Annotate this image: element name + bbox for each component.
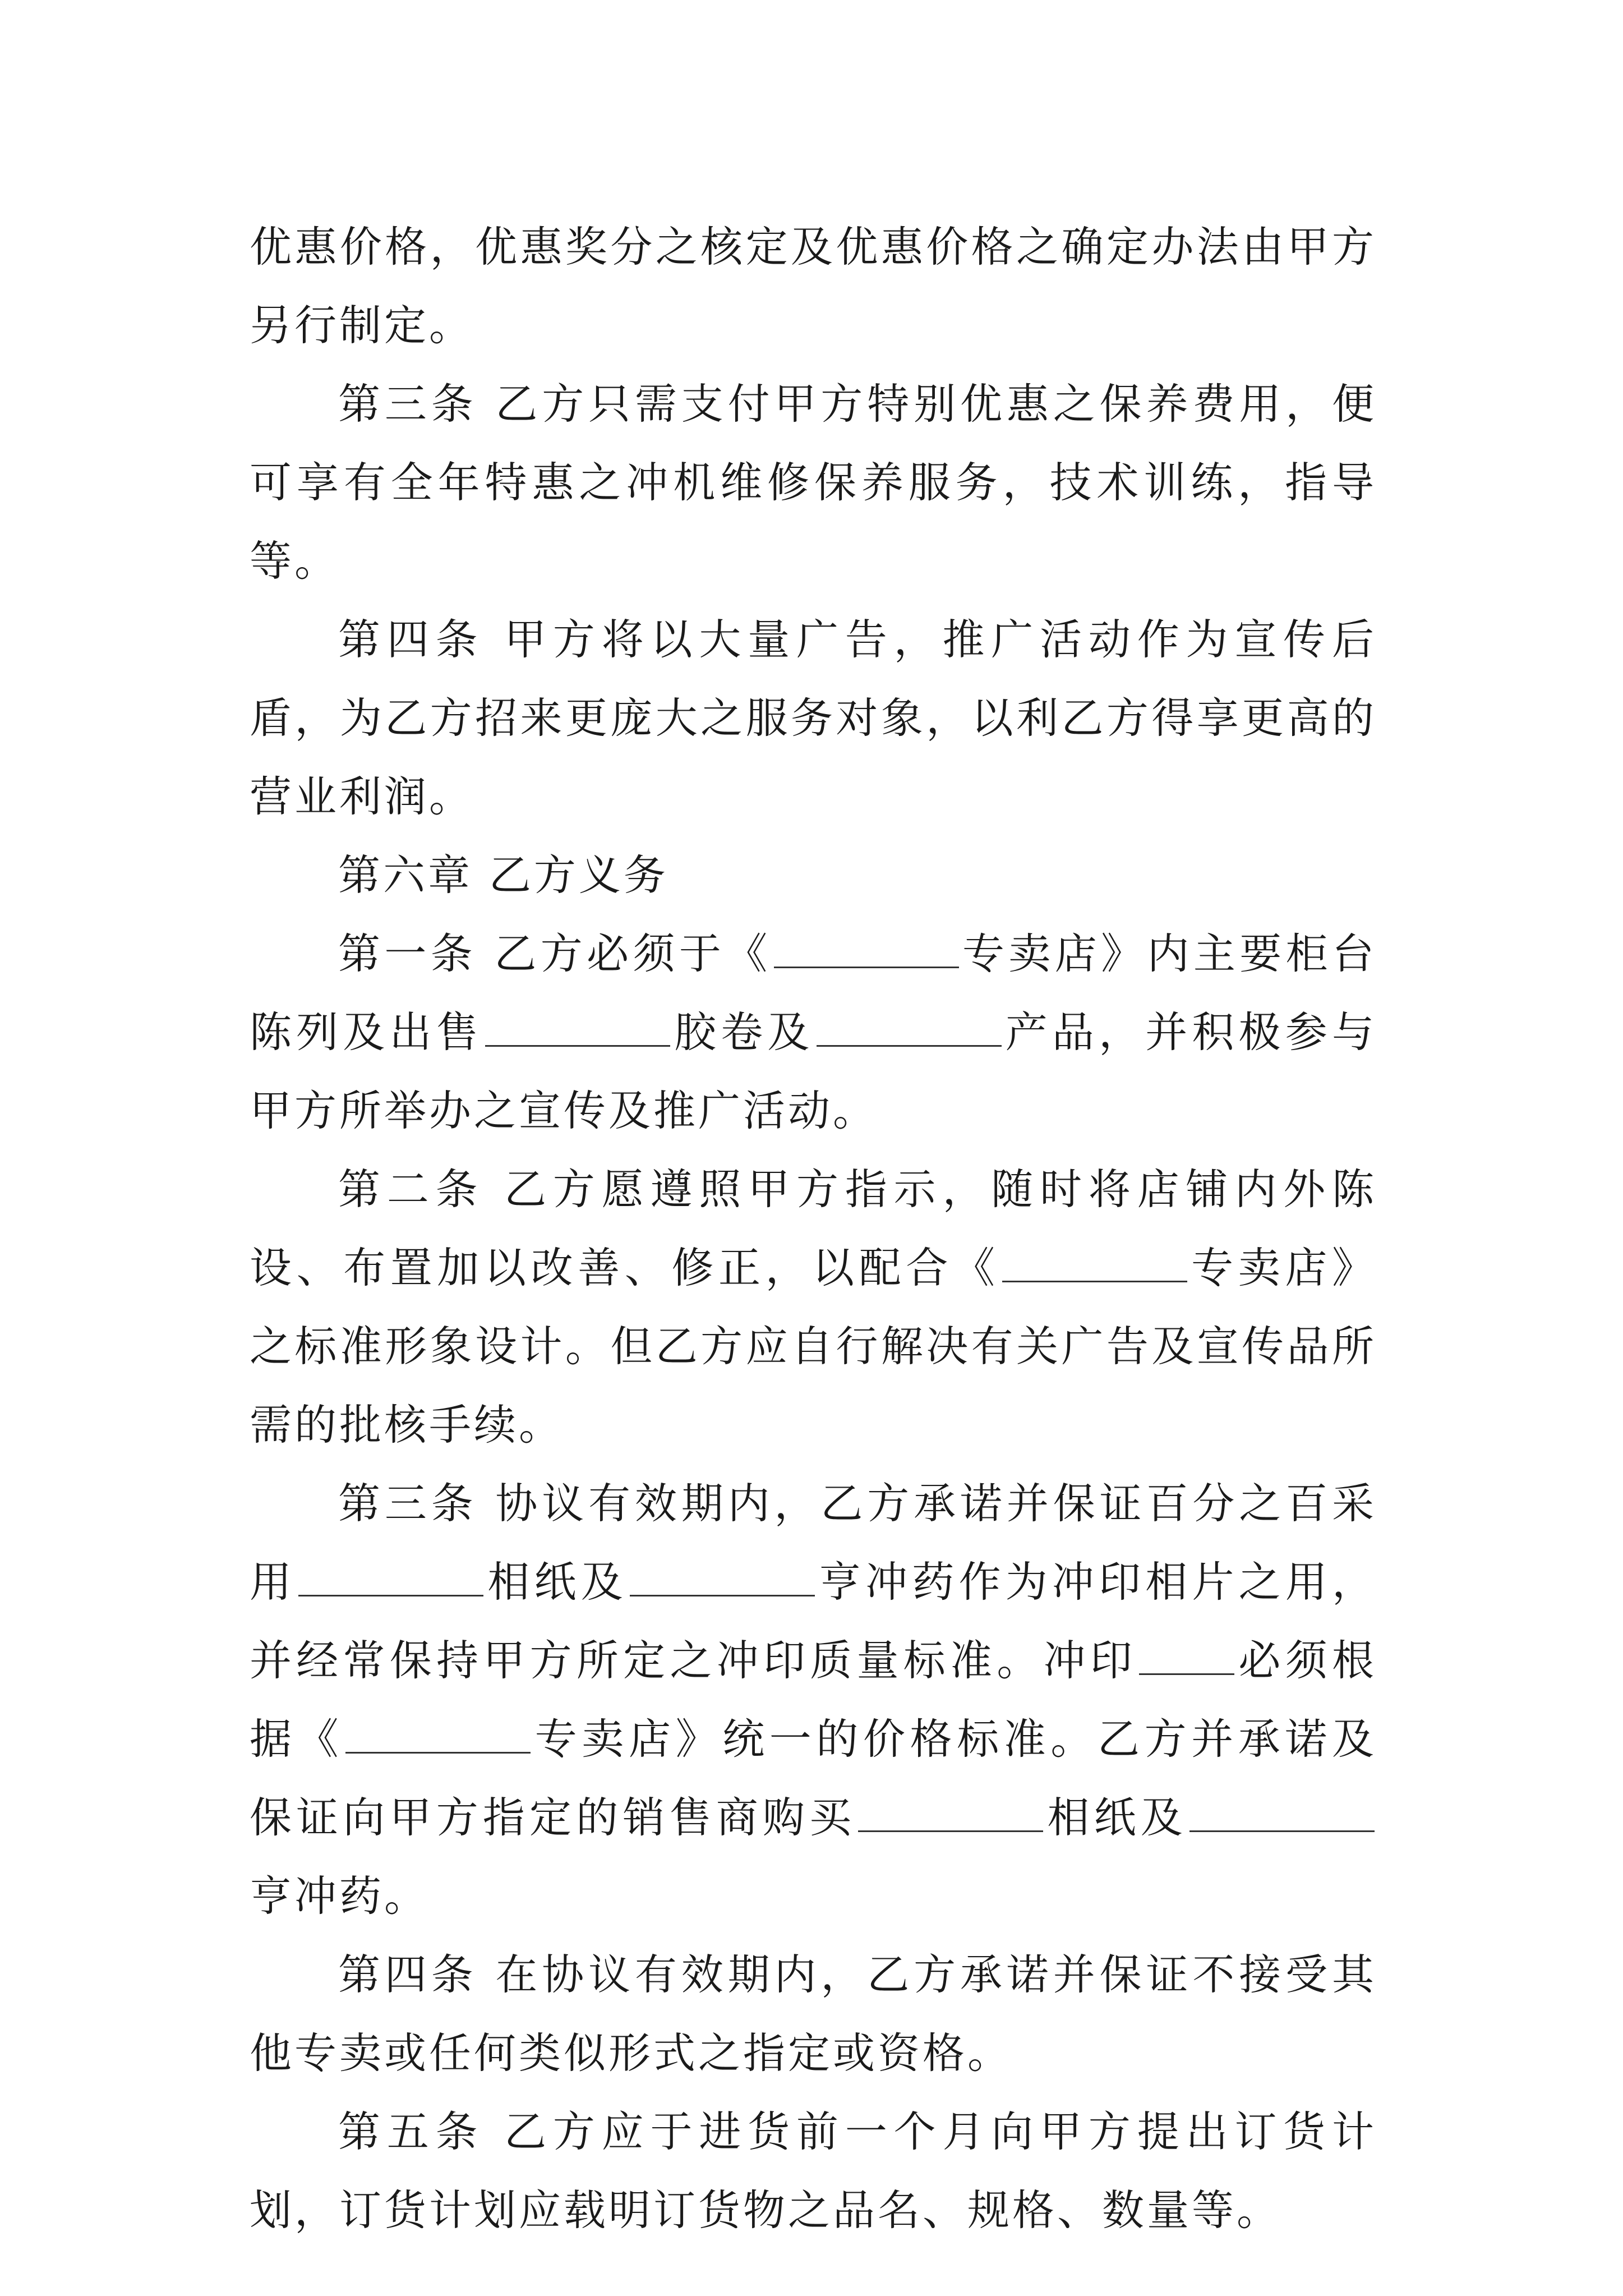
text-segment: 第三条 协议有效期内，乙方承诺并保证百分之百采用 — [250, 1479, 1377, 1607]
text-segment: 亨冲药。 — [250, 1871, 430, 1921]
paragraph-article-3-maintenance — [250, 365, 1377, 600]
paragraph-text: 第五条 乙方应于进货前一个月向甲方提出订货计划，订货计划应载明订货物之品名、规格、数量等。 — [250, 2107, 1377, 2235]
text-segment: 相纸及 — [1045, 1793, 1187, 1842]
blank-field — [298, 1552, 483, 1596]
blank-field — [630, 1552, 815, 1596]
text-segment: 专卖店》内主要柜台陈列及出售 — [250, 929, 1377, 1057]
text-segment: 第一条 乙方必须于《 — [338, 929, 772, 978]
blank-field — [817, 1002, 1002, 1047]
text-segment: 第二条 乙方愿遵照甲方指示，随时将店铺内外陈设、布置加以改善、修正，以配合《 — [250, 1165, 1377, 1292]
paragraph-article-4-advertising — [250, 600, 1377, 836]
blank-field — [1002, 1238, 1187, 1282]
text-segment: 亨冲药作为冲印相片之用，并经常保持甲方所定之冲印质量标准。冲印 — [250, 1557, 1377, 1685]
document-page — [250, 208, 1377, 2249]
text-segment: 相纸及 — [486, 1557, 628, 1607]
paragraph-article-3-supplies — [250, 1464, 1377, 1935]
chapter-title: 第六章 乙方义务 — [338, 850, 668, 900]
text-segment: 必须根据《 — [250, 1636, 1377, 1764]
blank-field — [345, 1709, 531, 1754]
blank-field — [485, 1002, 670, 1047]
paragraph-pricing-continuation — [250, 208, 1377, 365]
paragraph-article-5-ordering — [250, 2092, 1377, 2249]
paragraph-text: 第三条 乙方只需支付甲方特别优惠之保养费用，便可享有全年特惠之冲机维修保养服务，技术训练，指导等。 — [250, 379, 1377, 586]
paragraph-article-1-display — [250, 914, 1377, 1150]
paragraph-article-4-exclusivity — [250, 1935, 1377, 2092]
paragraph-text: 第四条 在协议有效期内，乙方承诺并保证不接受其他专卖或任何类似形式之指定或资格。 — [250, 1950, 1377, 2078]
text-segment: 胶卷及 — [672, 1007, 814, 1057]
text-segment: 专卖店》统一的价格标准。乙方并承诺及保证向甲方指定的销售商购买 — [250, 1714, 1377, 1842]
chapter-heading — [250, 836, 1377, 914]
blank-field — [1139, 1631, 1234, 1675]
text-segment: 专卖店》之标准形象设计。但乙方应自行解决有关广告及宣传品所需的批核手续。 — [250, 1243, 1377, 1450]
paragraph-text: 优惠价格，优惠奖分之核定及优惠价格之确定办法由甲方另行制定。 — [250, 222, 1377, 350]
text-segment: 产品，并积极参与甲方所举办之宣传及推广活动。 — [250, 1007, 1377, 1135]
blank-field — [1189, 1788, 1375, 1832]
blank-field — [858, 1788, 1043, 1832]
blank-field — [774, 924, 959, 968]
paragraph-article-2-layout — [250, 1150, 1377, 1464]
paragraph-text: 第四条 甲方将以大量广告，推广活动作为宣传后盾，为乙方招来更庞大之服务对象，以利乙方得享更高的营业利润。 — [250, 615, 1377, 821]
